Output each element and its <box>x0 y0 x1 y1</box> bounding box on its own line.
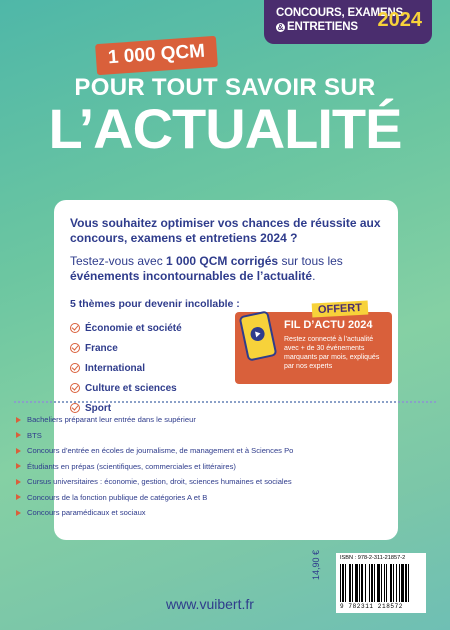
series-year: 2024 <box>377 9 422 31</box>
intro-suffix: . <box>312 269 316 283</box>
audience-label: Bacheliers préparant leur entrée dans le supérieur <box>27 415 196 425</box>
audience-list <box>16 412 440 521</box>
audience-label: Étudiants en prépas (scientifiques, commerciales et littéraires) <box>27 461 236 471</box>
audience-label: Concours d’entrée en écoles de journalisme, de management et à Sciences Po <box>27 446 294 456</box>
theme-label: Culture et sciences <box>85 382 177 394</box>
triangle-bullet-icon <box>16 432 21 438</box>
check-circle-icon <box>70 363 80 373</box>
triangle-bullet-icon <box>16 417 21 423</box>
barcode-bars <box>340 564 422 602</box>
website-url: www.vuibert.fr <box>166 596 254 612</box>
triangle-bullet-icon <box>16 479 21 485</box>
themes-title: 5 thèmes pour devenir incollable : <box>70 298 240 310</box>
isbn-label: ISBN : 978-2-311-21857-2 <box>340 555 406 561</box>
triangle-bullet-icon <box>16 463 21 469</box>
headline-line1: POUR TOUT SAVOIR SUR <box>74 74 376 101</box>
play-icon <box>249 326 266 343</box>
offer-title <box>284 319 372 331</box>
audience-item <box>16 505 440 521</box>
check-circle-icon <box>70 323 80 333</box>
barcode-box <box>336 553 426 613</box>
theme-label: Économie et société <box>85 322 182 334</box>
intro-prefix: Testez-vous avec <box>70 254 167 268</box>
headline-title: L’ACTUALITÉ <box>48 97 402 160</box>
offer-year: 2024 <box>347 319 373 331</box>
intro-mid: sur tous les <box>278 254 343 268</box>
audience-label: Concours de la fonction publique de catégories A et B <box>27 492 208 502</box>
series-line1: CONCOURS, EXAMENS <box>276 7 403 19</box>
audience-label: BTS <box>27 430 42 440</box>
check-circle-icon <box>70 383 80 393</box>
audience-item <box>16 428 440 444</box>
check-circle-icon <box>70 343 80 353</box>
offer-description: Restez connecté à l’actualité avec + de 30 événements marquants par mois, expliqués par nos experts <box>284 336 380 370</box>
triangle-bullet-icon <box>16 448 21 454</box>
audience-item <box>16 412 440 428</box>
triangle-bullet-icon <box>16 510 21 516</box>
qcm-badge: 1 000 QCM <box>95 36 218 75</box>
barcode-stripe <box>408 564 409 602</box>
audience-label: Concours paramédicaux et sociaux <box>27 508 146 518</box>
theme-label: Sport <box>85 402 112 414</box>
audience-item <box>16 490 440 506</box>
intro-bold-events: événements incontournables de l’actualité <box>70 269 313 283</box>
audience-item <box>16 459 440 475</box>
price-label: 14,90 € <box>311 549 321 580</box>
audience-label: Cursus universitaires : économie, gestion, droit, sciences humaines et sociales <box>27 477 292 487</box>
theme-label: France <box>85 342 118 354</box>
audience-item <box>16 474 440 490</box>
audience-item <box>16 443 440 459</box>
ampersand-mark: & <box>277 23 284 32</box>
offer-tag: OFFERT <box>312 301 369 318</box>
series-line2-text: ENTRETIENS <box>287 21 358 33</box>
intro-description <box>70 254 382 284</box>
dotted-divider <box>14 401 436 403</box>
ean-number: 9 782311 218572 <box>340 603 404 610</box>
intro-question: Vous souhaitez optimiser vos chances de réussite aux concours, examens et entretiens 2024 ? <box>70 216 381 245</box>
intro-bold-qcm: 1 000 QCM corrigés <box>166 254 279 268</box>
series-banner <box>264 0 432 44</box>
triangle-bullet-icon <box>16 494 21 500</box>
offer-title-text: FIL D’ACTU <box>284 319 345 331</box>
theme-label: International <box>85 362 146 374</box>
